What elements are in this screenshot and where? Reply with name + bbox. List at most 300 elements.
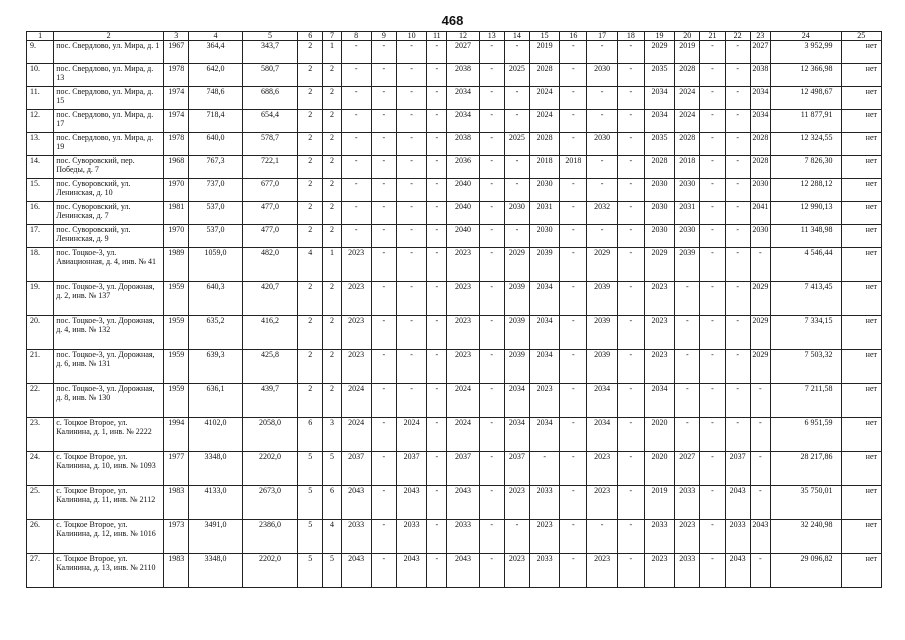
value-cell: 1959 xyxy=(164,282,189,316)
value-cell: 642,0 xyxy=(189,64,242,87)
value-cell: - xyxy=(700,202,725,225)
page-number: 468 xyxy=(441,13,464,28)
value-cell: 2 xyxy=(298,133,323,156)
table-row xyxy=(27,418,882,452)
value-cell: - xyxy=(560,282,587,316)
value-cell: 2 xyxy=(323,225,341,248)
value-cell: - xyxy=(725,202,750,225)
value-cell: 477,0 xyxy=(242,202,297,225)
value-cell: 2 xyxy=(323,156,341,179)
value-cell: - xyxy=(560,316,587,350)
value-cell: - xyxy=(504,520,529,554)
value-cell: - xyxy=(587,41,617,64)
value-cell: - xyxy=(560,87,587,110)
value-cell: - xyxy=(341,87,371,110)
value-cell: - xyxy=(427,452,447,486)
value-cell: - xyxy=(341,64,371,87)
value-cell: 2024 xyxy=(447,384,479,418)
value-cell: - xyxy=(725,282,750,316)
value-cell: 2 xyxy=(298,316,323,350)
value-cell: 2043 xyxy=(447,486,479,520)
value-cell: - xyxy=(504,225,529,248)
value-cell: 2033 xyxy=(396,520,426,554)
column-header: 19 xyxy=(644,32,674,41)
value-cell: - xyxy=(371,248,396,282)
value-cell: 2043 xyxy=(396,486,426,520)
value-cell: 2023 xyxy=(644,350,674,384)
value-cell: - xyxy=(700,452,725,486)
value-cell: 2030 xyxy=(644,225,674,248)
value-cell: - xyxy=(587,156,617,179)
value-cell: 1967 xyxy=(164,41,189,64)
value-cell: 2037 xyxy=(504,452,529,486)
value-cell: 6 xyxy=(298,418,323,452)
value-cell: - xyxy=(700,110,725,133)
value-cell: - xyxy=(371,133,396,156)
value-cell: 4133,0 xyxy=(189,486,242,520)
value-cell: 1970 xyxy=(164,225,189,248)
value-cell: - xyxy=(479,282,504,316)
value-cell: - xyxy=(750,554,770,588)
value-cell: 2033 xyxy=(341,520,371,554)
value-cell: - xyxy=(560,554,587,588)
value-cell: 578,7 xyxy=(242,133,297,156)
value-cell: 2030 xyxy=(644,179,674,202)
value-cell: 1 xyxy=(323,41,341,64)
value-cell: 2 xyxy=(323,87,341,110)
value-cell: - xyxy=(427,248,447,282)
value-cell: 2028 xyxy=(750,133,770,156)
value-cell: 2 xyxy=(323,316,341,350)
value-cell: - xyxy=(700,248,725,282)
value-cell: 2 xyxy=(323,282,341,316)
value-cell: - xyxy=(396,316,426,350)
value-cell: 2034 xyxy=(587,418,617,452)
value-cell: 420,7 xyxy=(242,282,297,316)
value-cell: 2 xyxy=(323,110,341,133)
value-cell: 2 xyxy=(323,350,341,384)
value-cell: - xyxy=(700,384,725,418)
value-cell: 2 xyxy=(298,282,323,316)
flag-cell: нет xyxy=(841,179,882,202)
value-cell: - xyxy=(341,202,371,225)
value-cell: 2019 xyxy=(675,41,700,64)
value-cell: - xyxy=(427,133,447,156)
row-number-cell: 16. xyxy=(27,202,54,225)
value-cell: - xyxy=(700,156,725,179)
value-cell: 2033 xyxy=(530,554,560,588)
flag-cell: нет xyxy=(841,486,882,520)
value-cell: - xyxy=(560,350,587,384)
value-cell: 2028 xyxy=(530,64,560,87)
cost-cell: 12 498,67 xyxy=(770,87,841,110)
value-cell: 2034 xyxy=(644,384,674,418)
value-cell: 2386,0 xyxy=(242,520,297,554)
value-cell: - xyxy=(587,225,617,248)
value-cell: 737,0 xyxy=(189,179,242,202)
value-cell: - xyxy=(700,486,725,520)
value-cell: - xyxy=(427,282,447,316)
value-cell: - xyxy=(725,110,750,133)
value-cell: 1983 xyxy=(164,486,189,520)
value-cell: - xyxy=(617,350,644,384)
value-cell: - xyxy=(504,110,529,133)
address-cell: пос. Тоцкое-3, ул. Дорожная, д. 8, инв. № 130 xyxy=(54,384,164,418)
value-cell: - xyxy=(617,418,644,452)
cost-cell: 28 217,86 xyxy=(770,452,841,486)
value-cell: - xyxy=(750,248,770,282)
value-cell: - xyxy=(700,418,725,452)
row-number-cell: 27. xyxy=(27,554,54,588)
row-number-cell: 26. xyxy=(27,520,54,554)
row-number-cell: 24. xyxy=(27,452,54,486)
cost-cell: 7 211,58 xyxy=(770,384,841,418)
value-cell: 2023 xyxy=(341,350,371,384)
value-cell: - xyxy=(617,87,644,110)
value-cell: - xyxy=(479,179,504,202)
value-cell: 2028 xyxy=(675,64,700,87)
value-cell: 2030 xyxy=(675,179,700,202)
value-cell: 537,0 xyxy=(189,225,242,248)
value-cell: - xyxy=(504,87,529,110)
value-cell: 722,1 xyxy=(242,156,297,179)
value-cell: 2038 xyxy=(447,133,479,156)
column-header: 11 xyxy=(427,32,447,41)
value-cell: 2035 xyxy=(644,133,674,156)
value-cell: - xyxy=(617,133,644,156)
column-header: 7 xyxy=(323,32,341,41)
value-cell: - xyxy=(479,64,504,87)
column-header: 22 xyxy=(725,32,750,41)
value-cell: 2023 xyxy=(530,384,560,418)
value-cell: - xyxy=(560,110,587,133)
column-header: 15 xyxy=(530,32,560,41)
value-cell: 5 xyxy=(298,486,323,520)
value-cell: 1 xyxy=(323,248,341,282)
value-cell: 2028 xyxy=(530,133,560,156)
column-header: 6 xyxy=(298,32,323,41)
value-cell: 2039 xyxy=(504,282,529,316)
value-cell: - xyxy=(617,452,644,486)
table-body xyxy=(27,41,882,588)
value-cell: 2028 xyxy=(644,156,674,179)
value-cell: 2043 xyxy=(725,554,750,588)
value-cell: - xyxy=(371,520,396,554)
row-number-cell: 20. xyxy=(27,316,54,350)
value-cell: - xyxy=(371,486,396,520)
value-cell: 2018 xyxy=(560,156,587,179)
value-cell: - xyxy=(560,418,587,452)
housing-register-table xyxy=(26,31,882,588)
value-cell: - xyxy=(700,87,725,110)
value-cell: 2023 xyxy=(530,520,560,554)
value-cell: - xyxy=(371,156,396,179)
column-header: 4 xyxy=(189,32,242,41)
value-cell: 2040 xyxy=(447,202,479,225)
value-cell: 3348,0 xyxy=(189,554,242,588)
value-cell: 2034 xyxy=(447,110,479,133)
value-cell: 2023 xyxy=(587,486,617,520)
column-header: 23 xyxy=(750,32,770,41)
value-cell: 639,3 xyxy=(189,350,242,384)
value-cell: 1978 xyxy=(164,64,189,87)
value-cell: 2018 xyxy=(675,156,700,179)
value-cell: 640,0 xyxy=(189,133,242,156)
row-number-cell: 9. xyxy=(27,41,54,64)
value-cell: 2034 xyxy=(530,350,560,384)
address-cell: пос. Суворовский, ул. Ленинская, д. 10 xyxy=(54,179,164,202)
value-cell: 2039 xyxy=(587,282,617,316)
value-cell: 482,0 xyxy=(242,248,297,282)
value-cell: 636,1 xyxy=(189,384,242,418)
value-cell: 1994 xyxy=(164,418,189,452)
row-number-cell: 22. xyxy=(27,384,54,418)
value-cell: - xyxy=(479,350,504,384)
value-cell: 1059,0 xyxy=(189,248,242,282)
address-cell: с. Тоцкое Второе, ул. Калинина, д. 11, инв. № 2112 xyxy=(54,486,164,520)
value-cell: 2033 xyxy=(675,486,700,520)
value-cell: - xyxy=(587,110,617,133)
value-cell: - xyxy=(371,202,396,225)
value-cell: - xyxy=(396,384,426,418)
value-cell: 2029 xyxy=(750,316,770,350)
value-cell: 1970 xyxy=(164,179,189,202)
row-number-cell: 19. xyxy=(27,282,54,316)
value-cell: 1981 xyxy=(164,202,189,225)
table-row xyxy=(27,133,882,156)
value-cell: - xyxy=(617,41,644,64)
value-cell: - xyxy=(617,225,644,248)
column-header: 17 xyxy=(587,32,617,41)
value-cell: - xyxy=(587,520,617,554)
value-cell: - xyxy=(560,64,587,87)
value-cell: 3348,0 xyxy=(189,452,242,486)
value-cell: 1973 xyxy=(164,520,189,554)
value-cell: - xyxy=(675,418,700,452)
table-row xyxy=(27,87,882,110)
value-cell: - xyxy=(750,486,770,520)
value-cell: 2034 xyxy=(530,418,560,452)
value-cell: - xyxy=(479,41,504,64)
cost-cell: 4 546,44 xyxy=(770,248,841,282)
value-cell: - xyxy=(675,282,700,316)
value-cell: 2030 xyxy=(587,64,617,87)
flag-cell: нет xyxy=(841,202,882,225)
value-cell: - xyxy=(396,225,426,248)
value-cell: - xyxy=(396,133,426,156)
value-cell: - xyxy=(560,225,587,248)
value-cell: 416,2 xyxy=(242,316,297,350)
value-cell: 2030 xyxy=(644,202,674,225)
value-cell: 2023 xyxy=(675,520,700,554)
value-cell: 425,8 xyxy=(242,350,297,384)
value-cell: - xyxy=(341,179,371,202)
value-cell: - xyxy=(725,133,750,156)
value-cell: - xyxy=(617,202,644,225)
value-cell: 2039 xyxy=(504,316,529,350)
value-cell: 2024 xyxy=(341,384,371,418)
value-cell: 2034 xyxy=(587,384,617,418)
value-cell: - xyxy=(560,384,587,418)
value-cell: 2038 xyxy=(750,64,770,87)
flag-cell: нет xyxy=(841,225,882,248)
value-cell: - xyxy=(725,156,750,179)
value-cell: 2043 xyxy=(341,486,371,520)
column-header: 1 xyxy=(27,32,54,41)
address-cell: пос. Суворовский, ул. Ленинская, д. 9 xyxy=(54,225,164,248)
value-cell: 2043 xyxy=(750,520,770,554)
value-cell: - xyxy=(700,316,725,350)
value-cell: 2033 xyxy=(644,520,674,554)
value-cell: - xyxy=(479,87,504,110)
value-cell: - xyxy=(700,179,725,202)
value-cell: 2033 xyxy=(725,520,750,554)
value-cell: - xyxy=(479,110,504,133)
value-cell: - xyxy=(371,282,396,316)
table-row xyxy=(27,486,882,520)
value-cell: 2 xyxy=(298,225,323,248)
column-header: 16 xyxy=(560,32,587,41)
value-cell: 2043 xyxy=(725,486,750,520)
value-cell: - xyxy=(427,316,447,350)
value-cell: - xyxy=(725,64,750,87)
value-cell: 2 xyxy=(298,202,323,225)
value-cell: 2023 xyxy=(504,486,529,520)
row-number-cell: 17. xyxy=(27,225,54,248)
value-cell: - xyxy=(479,452,504,486)
value-cell: - xyxy=(371,418,396,452)
value-cell: - xyxy=(427,554,447,588)
value-cell: 2024 xyxy=(675,110,700,133)
value-cell: 2034 xyxy=(644,110,674,133)
cost-cell: 32 240,98 xyxy=(770,520,841,554)
value-cell: - xyxy=(617,282,644,316)
value-cell: - xyxy=(750,384,770,418)
value-cell: - xyxy=(396,87,426,110)
value-cell: 2 xyxy=(298,87,323,110)
value-cell: - xyxy=(427,64,447,87)
value-cell: 2029 xyxy=(750,282,770,316)
table-row xyxy=(27,520,882,554)
value-cell: 1983 xyxy=(164,554,189,588)
value-cell: 2035 xyxy=(644,64,674,87)
value-cell: - xyxy=(396,179,426,202)
value-cell: - xyxy=(479,316,504,350)
value-cell: 2039 xyxy=(587,350,617,384)
value-cell: - xyxy=(396,110,426,133)
value-cell: - xyxy=(675,350,700,384)
value-cell: 2023 xyxy=(341,282,371,316)
value-cell: 2018 xyxy=(530,156,560,179)
value-cell: 2030 xyxy=(675,225,700,248)
cost-cell: 11 348,98 xyxy=(770,225,841,248)
value-cell: - xyxy=(371,41,396,64)
cost-cell: 12 366,98 xyxy=(770,64,841,87)
column-header: 18 xyxy=(617,32,644,41)
value-cell: 748,6 xyxy=(189,87,242,110)
address-cell: пос. Свердлово, ул. Мира, д. 1 xyxy=(54,41,164,64)
value-cell: - xyxy=(479,486,504,520)
flag-cell: нет xyxy=(841,110,882,133)
row-number-cell: 21. xyxy=(27,350,54,384)
value-cell: - xyxy=(341,156,371,179)
value-cell: - xyxy=(396,282,426,316)
row-number-cell: 13. xyxy=(27,133,54,156)
value-cell: 2023 xyxy=(341,316,371,350)
table-row xyxy=(27,110,882,133)
value-cell: 5 xyxy=(298,520,323,554)
column-header: 8 xyxy=(341,32,371,41)
value-cell: 2024 xyxy=(675,87,700,110)
value-cell: - xyxy=(341,225,371,248)
flag-cell: нет xyxy=(841,350,882,384)
value-cell: 2030 xyxy=(750,225,770,248)
value-cell: 439,7 xyxy=(242,384,297,418)
value-cell: 2034 xyxy=(447,87,479,110)
row-number-cell: 12. xyxy=(27,110,54,133)
value-cell: - xyxy=(427,110,447,133)
table-row xyxy=(27,554,882,588)
flag-cell: нет xyxy=(841,316,882,350)
value-cell: 2027 xyxy=(447,41,479,64)
value-cell: 2 xyxy=(323,133,341,156)
value-cell: 2023 xyxy=(447,350,479,384)
value-cell: - xyxy=(587,87,617,110)
header-row xyxy=(27,32,882,41)
value-cell: 2019 xyxy=(644,486,674,520)
value-cell: 2 xyxy=(323,384,341,418)
value-cell: 2030 xyxy=(530,179,560,202)
value-cell: - xyxy=(675,384,700,418)
column-header: 9 xyxy=(371,32,396,41)
value-cell: - xyxy=(617,316,644,350)
row-number-cell: 15. xyxy=(27,179,54,202)
value-cell: - xyxy=(617,179,644,202)
value-cell: 364,4 xyxy=(189,41,242,64)
value-cell: - xyxy=(427,418,447,452)
value-cell: - xyxy=(725,248,750,282)
value-cell: 2023 xyxy=(587,554,617,588)
value-cell: 1974 xyxy=(164,87,189,110)
value-cell: - xyxy=(725,350,750,384)
value-cell: - xyxy=(560,452,587,486)
value-cell: 2023 xyxy=(504,554,529,588)
column-header: 24 xyxy=(770,32,841,41)
value-cell: - xyxy=(341,110,371,133)
value-cell: - xyxy=(427,202,447,225)
value-cell: 2 xyxy=(298,179,323,202)
value-cell: 2 xyxy=(298,110,323,133)
value-cell: - xyxy=(371,64,396,87)
table-row xyxy=(27,179,882,202)
value-cell: - xyxy=(725,225,750,248)
cost-cell: 12 288,12 xyxy=(770,179,841,202)
row-number-cell: 14. xyxy=(27,156,54,179)
address-cell: пос. Тоцкое-3, ул. Дорожная, д. 2, инв. № 137 xyxy=(54,282,164,316)
value-cell: - xyxy=(725,384,750,418)
value-cell: - xyxy=(371,316,396,350)
address-cell: пос. Свердлово, ул. Мира, д. 15 xyxy=(54,87,164,110)
value-cell: 5 xyxy=(323,554,341,588)
value-cell: - xyxy=(560,486,587,520)
value-cell: 640,3 xyxy=(189,282,242,316)
value-cell: 2029 xyxy=(644,41,674,64)
flag-cell: нет xyxy=(841,133,882,156)
value-cell: - xyxy=(371,554,396,588)
address-cell: пос. Тоцкое-3, ул. Дорожная, д. 4, инв. № 132 xyxy=(54,316,164,350)
value-cell: - xyxy=(617,554,644,588)
value-cell: - xyxy=(427,520,447,554)
